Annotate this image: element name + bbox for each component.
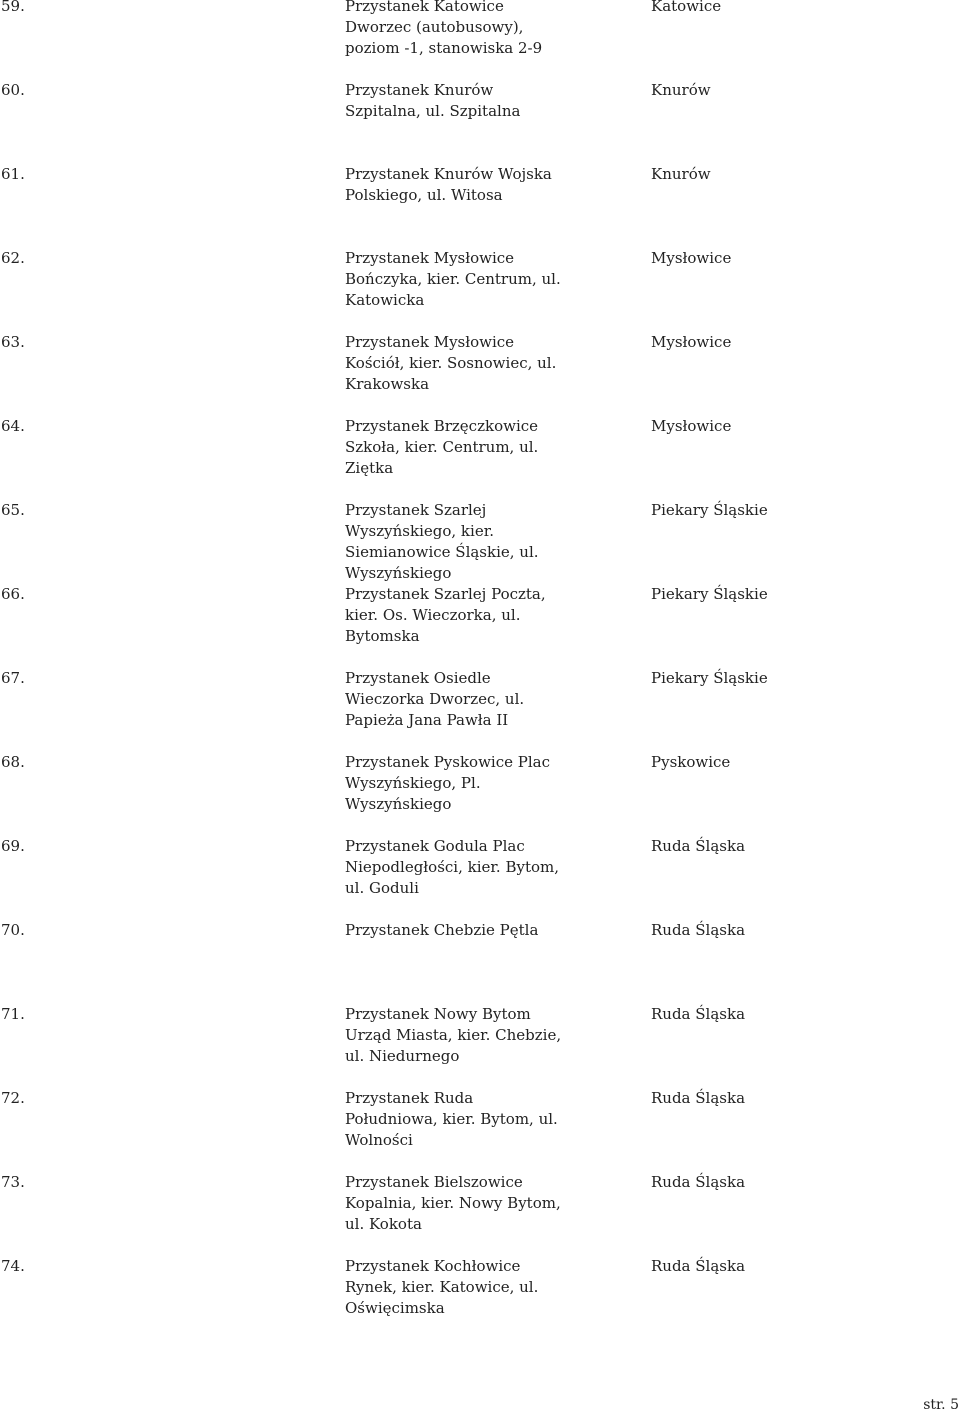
stop-description-line: Dworzec (autobusowy), <box>345 18 524 36</box>
city-name: Ruda Śląska <box>651 1005 746 1023</box>
stop-description <box>345 668 560 731</box>
stop-description-line: Rynek, kier. Katowice, ul. <box>345 1278 539 1296</box>
stop-description-line: Przystanek Kochłowice <box>345 1257 521 1275</box>
stop-description-line: Wyszyńskiego <box>345 564 452 582</box>
stop-description-line: Przystanek Osiedle <box>345 669 491 687</box>
stop-description-line: Szkoła, kier. Centrum, ul. <box>345 438 539 456</box>
city-name: Ruda Śląska <box>651 1173 746 1191</box>
entry-number: 73. <box>1 1173 25 1191</box>
stop-description <box>345 836 560 899</box>
stop-description-line: Kościół, kier. Sosnowiec, ul. <box>345 354 557 372</box>
stop-description <box>345 332 560 395</box>
stop-description-line: Przystanek Ruda <box>345 1089 474 1107</box>
entry-number: 71. <box>1 1005 25 1023</box>
entry-number: 68. <box>1 753 25 771</box>
stop-description-line: poziom -1, stanowiska 2-9 <box>345 39 543 57</box>
city-name: Ruda Śląska <box>651 921 746 939</box>
city-name: Piekary Śląskie <box>651 585 768 603</box>
stop-description <box>345 416 560 479</box>
stop-description-line: Oświęcimska <box>345 1299 445 1317</box>
stop-description-line: Wyszyńskiego, kier. <box>345 522 494 540</box>
entry-number: 69. <box>1 837 25 855</box>
stop-description <box>345 920 560 941</box>
stop-description <box>345 584 560 647</box>
stop-description-line: Przystanek Katowice <box>345 0 504 15</box>
stop-description <box>345 1172 560 1235</box>
entry-number: 70. <box>1 921 25 939</box>
stop-description <box>345 1004 560 1067</box>
entry-number: 63. <box>1 333 25 351</box>
city-name: Katowice <box>651 0 722 15</box>
stop-description-line: Przystanek Szarlej <box>345 501 487 519</box>
stop-description-line: Przystanek Bielszowice <box>345 1173 523 1191</box>
stop-description <box>345 1256 560 1319</box>
stop-description <box>345 500 560 584</box>
stop-description <box>345 164 560 206</box>
stop-description-line: Przystanek Pyskowice Plac <box>345 753 551 771</box>
city-name: Ruda Śląska <box>651 1257 746 1275</box>
stop-description-line: Przystanek Brzęczkowice <box>345 417 539 435</box>
stop-description <box>345 0 560 59</box>
stop-description <box>345 80 560 122</box>
stop-description-line: kier. Os. Wieczorka, ul. <box>345 606 521 624</box>
page-number: str. 5 <box>923 1397 959 1413</box>
entry-number: 74. <box>1 1257 25 1275</box>
stop-description-line: ul. Kokota <box>345 1215 422 1233</box>
entry-number: 62. <box>1 249 25 267</box>
stop-description-line: Wieczorka Dworzec, ul. <box>345 690 525 708</box>
stop-description <box>345 1088 560 1151</box>
stop-description-line: ul. Goduli <box>345 879 419 897</box>
city-name: Pyskowice <box>651 753 731 771</box>
stop-description-line: ul. Niedurnego <box>345 1047 460 1065</box>
stop-description-line: Przystanek Godula Plac <box>345 837 525 855</box>
stop-description-line: Przystanek Szarlej Poczta, <box>345 585 546 603</box>
stop-description-line: Ziętka <box>345 459 394 477</box>
stop-description-line: Przystanek Chebzie Pętla <box>345 921 539 939</box>
city-name: Mysłowice <box>651 417 732 435</box>
stop-description-line: Wyszyńskiego <box>345 795 452 813</box>
stop-description-line: Katowicka <box>345 291 425 309</box>
city-name: Mysłowice <box>651 333 732 351</box>
stop-description-line: Siemianowice Śląskie, ul. <box>345 543 539 561</box>
entry-number: 60. <box>1 81 25 99</box>
stop-description-line: Wolności <box>345 1131 413 1149</box>
entry-number: 59. <box>1 0 25 15</box>
city-name: Piekary Śląskie <box>651 501 768 519</box>
entry-number: 67. <box>1 669 25 687</box>
stop-description-line: Papieża Jana Pawła II <box>345 711 509 729</box>
stop-description-line: Przystanek Mysłowice <box>345 333 515 351</box>
stop-description-line: Urząd Miasta, kier. Chebzie, <box>345 1026 562 1044</box>
stop-description-line: Bytomska <box>345 627 420 645</box>
stop-description-line: Niepodległości, kier. Bytom, <box>345 858 560 876</box>
stop-description-line: Kopalnia, kier. Nowy Bytom, <box>345 1194 561 1212</box>
city-name: Knurów <box>651 165 711 183</box>
entry-number: 66. <box>1 585 25 603</box>
stop-description <box>345 752 560 815</box>
stop-description-line: Przystanek Knurów Wojska <box>345 165 552 183</box>
city-name: Ruda Śląska <box>651 1089 746 1107</box>
stop-description-line: Szpitalna, ul. Szpitalna <box>345 102 521 120</box>
entry-number: 61. <box>1 165 25 183</box>
city-name: Ruda Śląska <box>651 837 746 855</box>
stop-description-line: Bończyka, kier. Centrum, ul. <box>345 270 561 288</box>
entry-number: 72. <box>1 1089 25 1107</box>
entry-number: 65. <box>1 501 25 519</box>
stop-description-line: Przystanek Nowy Bytom <box>345 1005 531 1023</box>
stop-description-line: Krakowska <box>345 375 430 393</box>
city-name: Mysłowice <box>651 249 732 267</box>
stop-description-line: Przystanek Knurów <box>345 81 494 99</box>
stop-description-line: Południowa, kier. Bytom, ul. <box>345 1110 558 1128</box>
city-name: Piekary Śląskie <box>651 669 768 687</box>
stop-description-line: Przystanek Mysłowice <box>345 249 515 267</box>
stop-description <box>345 248 560 311</box>
stop-description-line: Wyszyńskiego, Pl. <box>345 774 481 792</box>
city-name: Knurów <box>651 81 711 99</box>
stop-description-line: Polskiego, ul. Witosa <box>345 186 503 204</box>
entry-number: 64. <box>1 417 25 435</box>
